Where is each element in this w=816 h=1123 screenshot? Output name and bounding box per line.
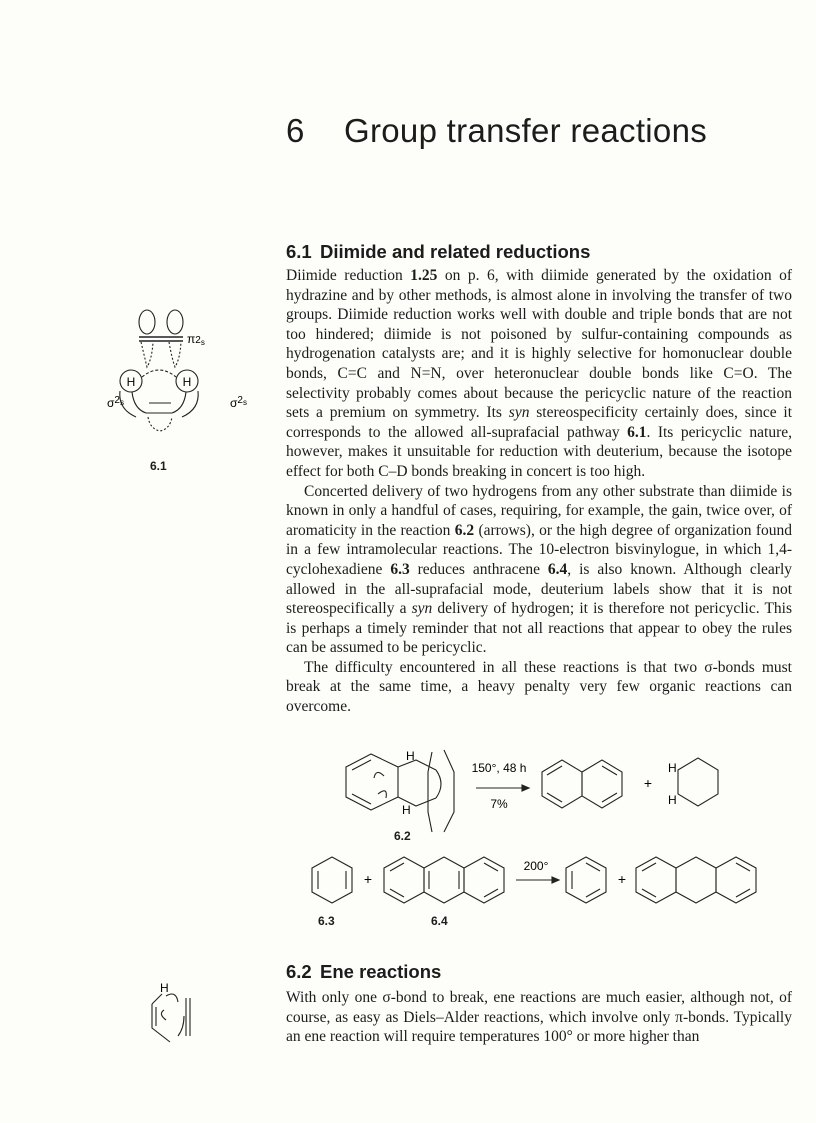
orbital-diagram-6-1 xyxy=(108,305,258,445)
structure-label-6-4: 6.4 xyxy=(431,914,448,928)
chapter-title xyxy=(286,112,707,150)
hydrogen-label: H xyxy=(406,749,415,763)
chapter-title-text: Group transfer reactions xyxy=(344,112,708,149)
hydrogen-label: H xyxy=(402,803,411,817)
structure-label-6-3: 6.3 xyxy=(318,914,335,928)
paragraph: The difficulty encountered in all these reactions is that two σ-bonds must break at the same time, a heavy penalty very few organic reactions can overcome. xyxy=(286,658,792,716)
hydrogen-label: H xyxy=(668,793,677,807)
plus-sign: + xyxy=(643,775,653,791)
reaction-yield: 7% xyxy=(490,797,508,811)
orbital-label-top: π2s xyxy=(187,332,205,347)
orbital-label-right: $\sigma^2s$ xyxy=(230,395,247,410)
reaction-conditions: 150°, 48 h xyxy=(471,761,527,775)
orbital-label-left: $\sigma^2s$ xyxy=(107,395,124,410)
paragraph: With only one σ-bond to break, ene reactions are much easier, although not, of course, as easy as Diels–Alder reactions, which involve only π-bonds. Typically an ene reaction will require temperatures 100° or more higher than xyxy=(286,989,792,1046)
plus-sign: + xyxy=(363,871,373,887)
structure-label-6-2: 6.2 xyxy=(394,829,411,843)
reaction-conditions: 200° xyxy=(523,859,549,873)
section-title: Diimide and related reductions xyxy=(320,241,591,262)
hydrogen-label: H xyxy=(160,981,169,995)
ene-reaction-diagram xyxy=(140,980,210,1050)
section-6-1-body xyxy=(286,266,792,717)
reaction-scheme-6-3-6-4 xyxy=(304,850,774,920)
paragraph: Concerted delivery of two hydrogens from any other substrate than diimide is known in only a handful of cases, requiring, for example, the gain, twice over, of aromaticity in the reaction 6.2 (arrows), or the high degree of organization found in a few intramolecular reactions. The 10-electron bisvinylogue, in which 1,4-cyclohexadiene 6.3 reduces anthracene 6.4, is also known. Although clearly allowed in the all-suprafacial mode, deuterium labels show that it is not stereospecifically a syn delivery of hydrogen; it is therefore not pericyclic. This is perhaps a timely reminder that not all reactions that appear to obey the rules can be assumed to be pericyclic. xyxy=(286,482,793,657)
chapter-number: 6 xyxy=(286,112,305,149)
reaction-scheme-6-2 xyxy=(336,742,756,842)
section-heading-6-1 xyxy=(286,241,590,263)
section-number: 6.1 xyxy=(286,241,312,262)
section-6-2-body xyxy=(286,988,792,1047)
hydrogen-label: H xyxy=(668,761,677,775)
paragraph: Diimide reduction 1.25 on p. 6, with diimide generated by the oxidation of hydrazine and by other methods, is almost alone in involving the transfer of two groups. Diimide reduction works well with double and triple bonds that are not too hindered; diimide is not poisoned by sulfur-containing compounds as hydrogenation catalysts are; and it is highly selective for homonuclear double bonds, C=C and N=N, over heteronuclear double bonds like C=O. The selectivity probably comes about because the pericyclic nature of the reaction sets a premium on symmetry. Its syn stereospecificity certainly does, since it corresponds to the allowed all-suprafacial pathway 6.1. Its pericyclic nature, however, makes it unsuitable for reduction with deuterium, because the isotope effect for both C–D bonds breaking in concert is too high. xyxy=(286,267,793,480)
section-title: Ene reactions xyxy=(320,961,442,982)
section-heading-6-2 xyxy=(286,961,441,983)
hydrogen-label: H xyxy=(126,375,136,389)
section-number: 6.2 xyxy=(286,961,312,982)
plus-sign: + xyxy=(617,871,627,887)
structure-label-6-1: 6.1 xyxy=(150,459,167,473)
hydrogen-label: H xyxy=(182,375,192,389)
